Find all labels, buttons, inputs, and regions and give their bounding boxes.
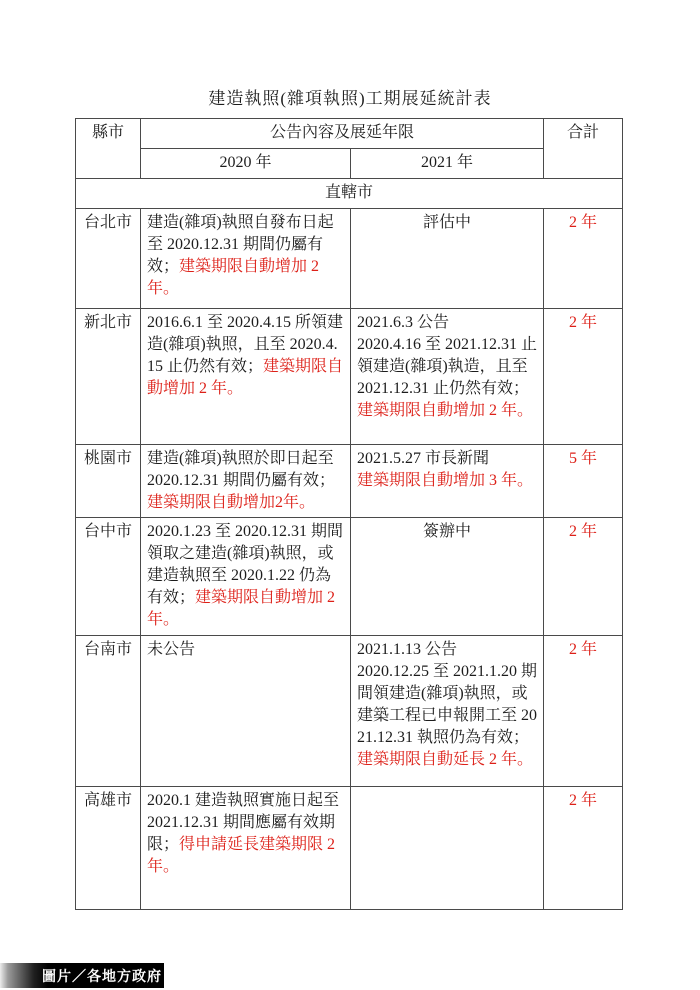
- header-row-2: [76, 149, 623, 179]
- announcement-2020-cell: [141, 787, 351, 910]
- city-cell: 台北市: [76, 209, 141, 309]
- extension-table: [75, 118, 623, 910]
- announcement-line1: 2021.1.13 公告: [357, 641, 458, 658]
- announcement-2021-cell: [351, 787, 544, 910]
- announcement-red-text: 得申請延長建築期限 2 年。: [147, 836, 336, 875]
- total-cell: 5 年: [544, 445, 623, 518]
- section-row-municipalities: [76, 179, 623, 209]
- announcement-2021-cell: [351, 209, 544, 309]
- header-total-cell: 合計: [544, 119, 623, 179]
- header-row-1: [76, 119, 623, 149]
- announcement-red-text: 建築期限自動增加 2 年。: [357, 402, 534, 419]
- city-cell: 台南市: [76, 636, 141, 787]
- announcement-line1: 2021.5.27 市長新聞: [357, 450, 490, 467]
- city-cell: 台中市: [76, 518, 141, 636]
- announcement-black-text: 2020.12.25 至 2021.1.20 期間領建造(雜項)執照，或建築工程已申報開工至 2021.12.31 執照仍為有效；: [357, 663, 538, 746]
- announcement-2021-cell: [351, 518, 544, 636]
- announcement-2020-cell: [141, 445, 351, 518]
- announcement-black-text: 2020.1 建造執照實施日起至 2021.12.31 期間應屬有效期限；: [147, 792, 340, 853]
- city-cell: 新北市: [76, 309, 141, 445]
- header-city-cell: 縣市: [76, 119, 141, 179]
- total-cell: 2 年: [544, 787, 623, 910]
- table-row-taoyuan: [76, 445, 623, 518]
- status-text: 簽辦中: [423, 523, 472, 540]
- total-cell: 2 年: [544, 518, 623, 636]
- announcement-line1: 2021.6.3 公告: [357, 314, 450, 331]
- city-cell: 桃園市: [76, 445, 141, 518]
- header-2021-cell: 2021 年: [351, 149, 544, 179]
- total-cell: 2 年: [544, 209, 623, 309]
- announcement-red-line: 建築期限自動增加 3 年。: [357, 472, 534, 489]
- total-cell: 2 年: [544, 636, 623, 787]
- announcement-black-text: 2020.1.23 至 2020.12.31 期間領取之建造(雜項)執照，或建造執照至 2020.1.22 仍為有效；: [147, 523, 344, 606]
- announcement-black-text: 建造(雜項)執照自發布日起至 2020.12.31 期間仍屬有效；: [147, 214, 334, 275]
- page-title: 建造執照(雜項執照)工期展延統計表: [208, 89, 492, 108]
- table-row-taipei: [76, 209, 623, 309]
- announcement-black-text: 未公告: [147, 641, 196, 658]
- table-row-kaohsiung: [76, 787, 623, 910]
- section-label: 直轄市: [76, 179, 623, 209]
- announcement-red-text: 建築期限自動增加 2 年。: [147, 358, 344, 397]
- announcement-2020-cell: [141, 209, 351, 309]
- announcement-2021-cell: [351, 445, 544, 518]
- image-credit-bar: [0, 963, 164, 988]
- table-row-new-taipei: [76, 309, 623, 445]
- status-text: 評估中: [423, 214, 472, 231]
- announcement-red-text: 建築期限自動增加 2 年。: [147, 589, 336, 628]
- city-cell: 高雄市: [76, 787, 141, 910]
- table-row-tainan: [76, 636, 623, 787]
- header-2020-cell: 2020 年: [141, 149, 351, 179]
- table-row-taichung: [76, 518, 623, 636]
- announcement-2021-cell: [351, 636, 544, 787]
- announcement-2020-cell: [141, 636, 351, 787]
- announcement-2021-cell: [351, 309, 544, 445]
- announcement-red-text: 建築期限自動延長 2 年。: [357, 751, 534, 768]
- announcement-red-text: 建築期限自動增加 2 年。: [147, 258, 320, 297]
- announcement-2020-cell: [141, 518, 351, 636]
- header-announce-cell: 公告內容及展延年限: [141, 119, 544, 149]
- announcement-2020-cell: [141, 309, 351, 445]
- image-credit-text: 圖片／各地方政府: [42, 967, 162, 984]
- total-cell: 2 年: [544, 309, 623, 445]
- announcement-black-text: 建造(雜項)執照於即日起至 2020.12.31 期間仍屬有效；: [147, 450, 336, 489]
- announcement-red-text: 建築期限自動增加2年。: [147, 494, 316, 511]
- announcement-black-text: 2016.6.1 至 2020.4.15 所領建造(雜項)執照，且至 2020.4.15 止仍然有效；: [147, 314, 344, 375]
- announcement-black-text: 2020.4.16 至 2021.12.31 止領建造(雜項)執造，且至 2021.12.31 止仍然有效；: [357, 336, 538, 397]
